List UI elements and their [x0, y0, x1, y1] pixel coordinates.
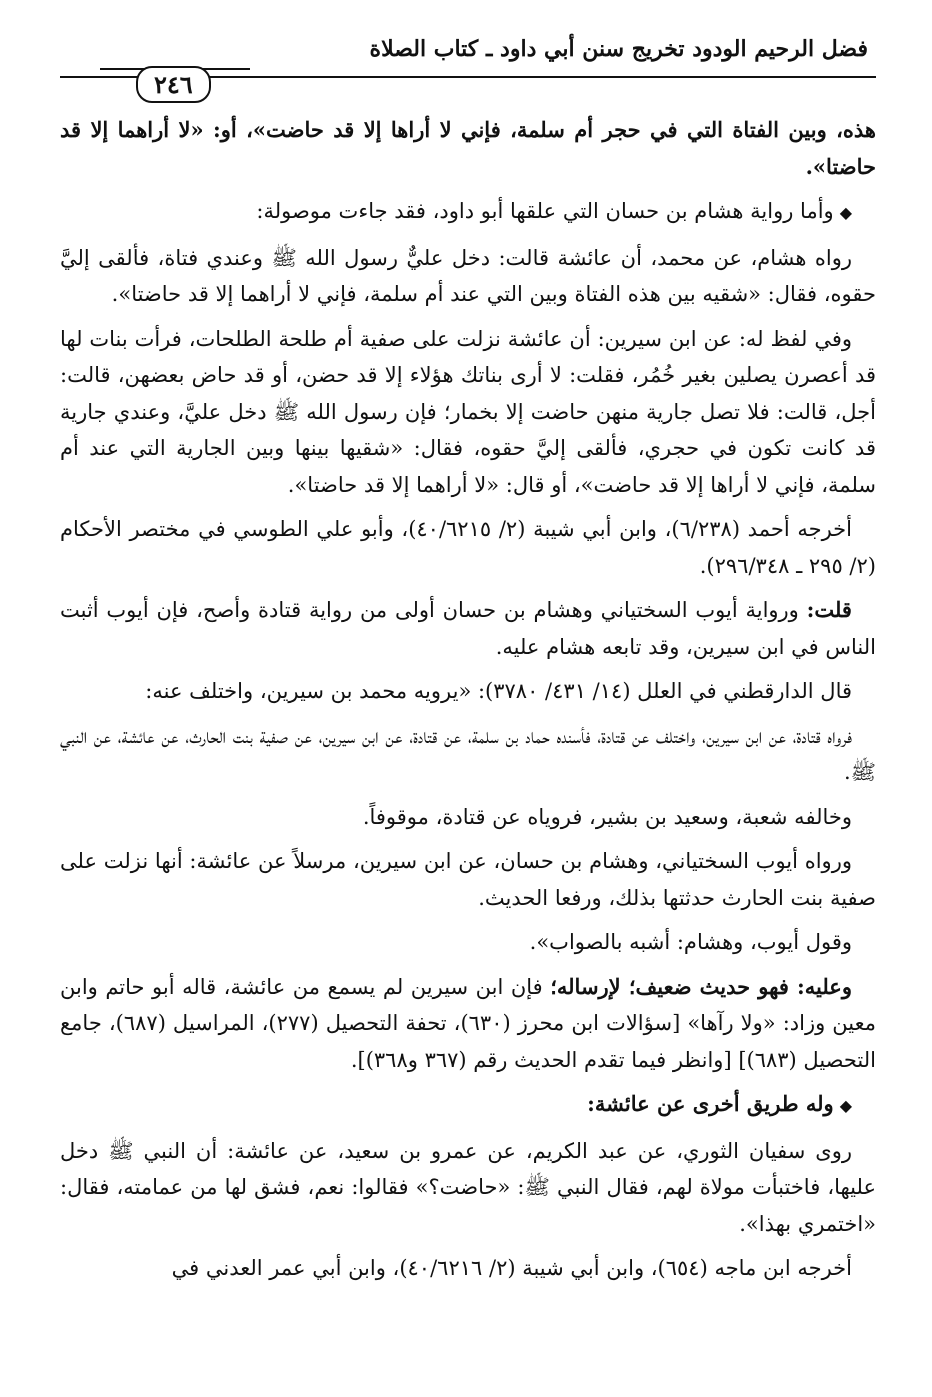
paragraph [60, 969, 876, 1079]
paragraph-text: روى سفيان الثوري، عن عبد الكريم، عن عمرو بن سعيد، عن عائشة: أن النبي ﷺ دخل عليها، فاختبأت مولاة لهم، فقال النبي ﷺ: «حاضت؟» فقالوا: نعم، فشق لها من عمامته، فقال: «اختمري بهذا». [60, 1138, 876, 1236]
paragraph [60, 843, 876, 916]
paragraph [60, 673, 876, 710]
paragraph [60, 718, 876, 791]
paragraph [60, 799, 876, 836]
bullet-icon: ◆ [839, 1096, 852, 1115]
paragraph-text: ورواية أيوب السختياني وهشام بن حسان أولى من رواية قتادة وأصح، فإن أيوب أثبت الناس في ابن سيرين، وقد تابعه هشام عليه. [60, 598, 876, 659]
paragraph-text: هذه، وبين الفتاة التي في حجر أم سلمة، فإني لا أراها إلا قد حاضت»، أو: «لا أراهما إلا قد حاضتا». [60, 117, 876, 179]
page-header [60, 26, 876, 99]
paragraph [60, 112, 876, 185]
paragraph [60, 321, 876, 504]
paragraph [60, 193, 876, 232]
paragraph-text: رواه هشام، عن محمد، أن عائشة قالت: دخل عليٌّ رسول الله ﷺ وعندي فتاة، فألقى إليَّ حقوه، فقال: «شقيه بين هذه الفتاة وبين التي عند أم سلمة، فإني لا أراهما إلا قد حاضتا». [60, 245, 876, 306]
paragraph-text: وأما رواية هشام بن حسان التي علقها أبو داود، فقد جاءت موصولة: [256, 199, 834, 223]
paragraph [60, 240, 876, 313]
paragraph [60, 511, 876, 584]
paragraph [60, 1133, 876, 1243]
paragraph-text: فإن ابن سيرين لم يسمع من عائشة، قاله أبو حاتم وابن معين وزاد: «ولا رآها» [سؤالات ابن محرز (٦٣٠)، تحفة التحصيل (٢٧٧)، المراسيل (٦٨٧)، جامع التحصيل (٦٨٣)] [وانظر فيما تقدم الحديث رقم (٣٦٧ و٣٦٨)]. [60, 974, 877, 1072]
bullet-icon: ◆ [839, 203, 852, 222]
page-body [60, 112, 876, 1295]
running-title: فضل الرحيم الودود تخريج سنن أبي داود ـ كتاب الصلاة [369, 36, 868, 62]
paragraph-text: وخالفه شعبة، وسعيد بن بشير، فروياه عن قتادة، موقوفاً. [362, 804, 852, 829]
section-heading-text: وله طريق أخرى عن عائشة: [587, 1091, 834, 1116]
paragraph-label: قلت: [806, 597, 852, 622]
paragraph-text: أخرجه أحمد (٦/٢٣٨)، وابن أبي شيبة (٢/ ٤٠/٦٢١٥)، وأبو علي الطوسي في مختصر الأحكام (٢/ ٢٩٥ ـ ٢٩٦/٣٤٨). [60, 517, 876, 578]
paragraph-text: وفي لفظ له: عن ابن سيرين: أن عائشة نزلت على صفية أم طلحة الطلحات، فرأت بنات لها قد أعصرن يصلين بغير خُمُر، فقلت: لا أرى بناتك هؤلاء إلا قد حضن، أو قد حاض بعضهن، قالت: أجل، قالت: فلا تصل جارية منهن حاضت إلا بخمار؛ فإن رسول الله ﷺ دخل عليَّ، وعندي جارية قد كانت تكون في حجري، فألقى إليَّ حقوه، فقال: «شقيها بينها وبين الجارية التي عند أم سلمة، فإني لا أراها إلا قد حاضت»، أو قال: «لا أراهما إلا قد حاضتا». [60, 326, 876, 497]
paragraph-label: وعليه: فهو حديث ضعيف؛ لإرساله؛ [550, 973, 852, 999]
paragraph-text: فرواه قتادة، عن ابن سيرين، واختلف عن قتادة، فأسنده حماد بن سلمة، عن قتادة، عن ابن سيرين، عن صفية بنت الحارث، عن عائشة، عن النبي ﷺ. [60, 723, 876, 784]
paragraph-text: أخرجه ابن ماجه (٦٥٤)، وابن أبي شيبة (٢/ ٤٠/٦٢١٦)، وابن أبي عمر العدني في [171, 1256, 852, 1280]
page-number: ٢٤٦ [136, 66, 211, 103]
paragraph [60, 592, 876, 665]
paragraph [60, 1250, 876, 1287]
page-number-ornament [100, 66, 211, 103]
paragraph [60, 924, 876, 961]
section-heading [60, 1086, 876, 1125]
paragraph-text: قال الدارقطني في العلل (١٤/ ٤٣١/ ٣٧٨٠): «يرويه محمد بن سيرين، واختلف عنه: [145, 679, 852, 703]
paragraph-text: ورواه أيوب السختياني، وهشام بن حسان، عن ابن سيرين، مرسلاً عن عائشة: أنها نزلت على صفية بنت الحارث حدثتها بذلك، ورفعا الحديث. [60, 849, 876, 910]
paragraph-text: وقول أيوب، وهشام: أشبه بالصواب». [529, 930, 852, 954]
